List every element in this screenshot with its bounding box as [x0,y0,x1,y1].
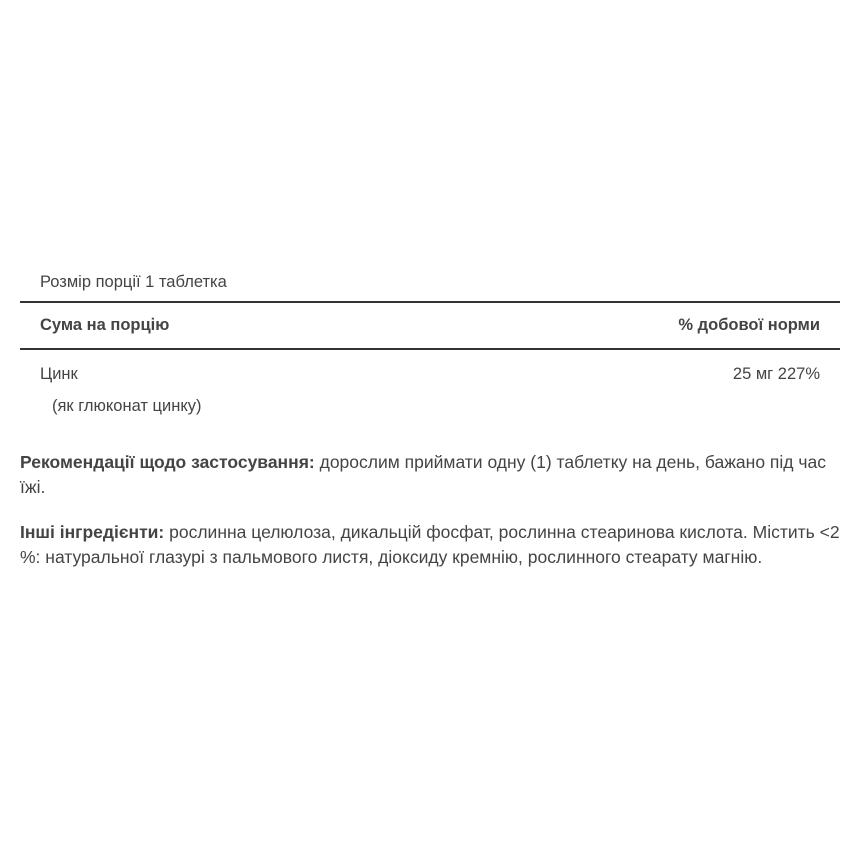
facts-header-row [20,303,840,350]
nutrient-name: Цинк [40,365,78,383]
amount-per-serving-label: Сума на порцію [40,316,170,334]
nutrient-amount-dv: 25 мг 227% [732,365,820,383]
other-ingredients-lead: Інші інгредієнти: [20,522,165,542]
other-ingredients-paragraph [20,520,840,570]
serving-size: Розмір порції 1 таблетка [20,270,840,303]
directions-paragraph [20,450,840,500]
supplement-facts-panel [20,270,840,418]
nutrient-note: (як глюконат цинку) [52,397,202,415]
directions-text: дорослим приймати одну (1) таблетку на день, бажано під час їжі. [20,452,826,497]
nutrient-row [20,350,840,386]
directions-lead: Рекомендації щодо застосування: [20,452,315,472]
other-ingredients-text: рослинна целюлоза, дикальцій фосфат, рослинна стеаринова кислота. Містить <2 %: натуральної глазурі з пальмового листя, діоксиду кремнію, рослинного стеарату магнію. [20,522,840,567]
daily-value-label: % добової норми [678,316,820,334]
